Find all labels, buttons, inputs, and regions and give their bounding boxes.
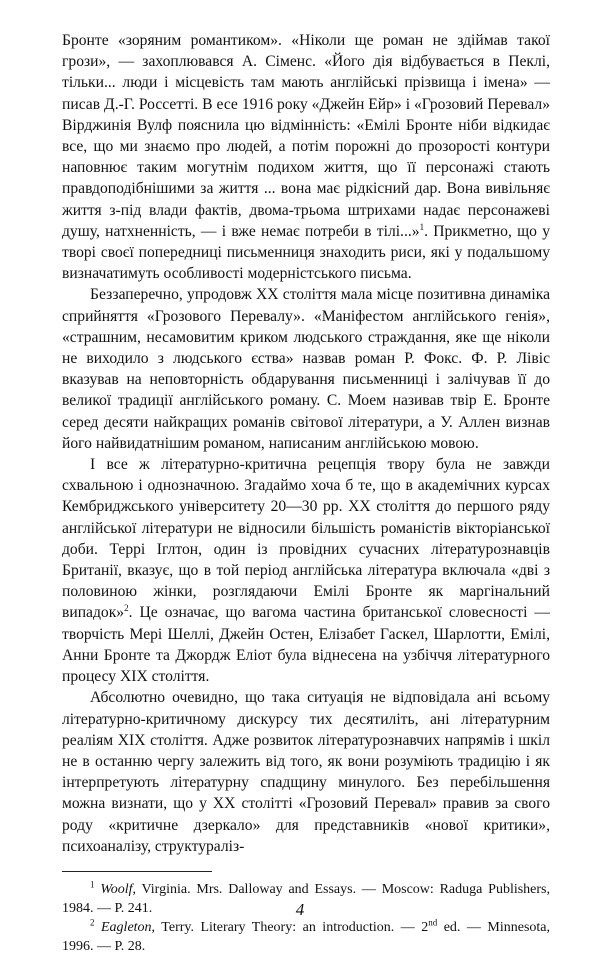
page-number: 4 bbox=[295, 900, 305, 919]
footnote-1-number: 1 bbox=[90, 879, 95, 890]
paragraph-3-text: І все ж літературно-критична рецепція твору була не завжди схвальною і однозначною. Згадаймо хоча б те, що в академічних курсах Кембриджського університету 20—30 рр. ХХ століття до першого ряду англійської літератури не відносили більшість романістів вікторіанської доби. Террі Іглтон, один із провідних сучасних літературознавців Британії, вказує, що в той період англійська література включала «дві з половиною жінки, розглядаючи Емілі Бронте як маргінальний випадок» bbox=[62, 456, 550, 622]
paragraph-4: Абсолютно очевидно, що така ситуація не відповідала ані всьому літературно-критичному дискурсу тих десятиліть, ані літературним реаліям ХІХ століття. Адже розвиток літературознавчих напрямів і шкіл не в останню чергу залежить від того, як вони розуміють традицію і як інтерпретують літературну спадщину минулого. Без перебільшення можна визнати, що у ХХ столітті «Грозовий Перевал» правив за свого роду «критичне дзеркало» для представників «нової критики», психоаналізу, структураліз- bbox=[62, 689, 550, 855]
footnote-ref-1[interactable]: 1 bbox=[419, 221, 425, 232]
paragraph-1-text: Бронте «зоряним романтиком». «Ніколи ще роман не здіймав такої грози», — захоплювався А. Сіменс. «Його дія відбувається в Пеклі, тільки... люди і місцевість там мають англійські прізвища і імена» — писав Д.-Г. Россетті. В есе 1916 року «Джейн Ейр» і «Грозовий Перевал» Вірджинія Вулф пояснила цю відмінність: «Емілі Бронте ніби відкидає все, що ми знаємо про людей, а потім порожні до прозорості контури наповнює таким могутнім подихом життя, що її персонажі стають правдоподібнішими за життя ... вона має рідкісний дар. Вона вивільняє життя з-під влади фактів, двома-трьома штрихами надає персонажеві душу, натхненність, — і вже немає потреби в тілі...» bbox=[62, 32, 550, 240]
footnote-2 bbox=[62, 918, 550, 956]
footnote-1-author: Woolf bbox=[100, 881, 133, 897]
paragraph-1 bbox=[62, 30, 550, 284]
footnote-2-text-pre: , Terry. Literary Theory: an introduction. — 2 bbox=[151, 919, 429, 935]
paragraph-3-tail: . Це означає, що вагома частина британської словесності — творчість Мері Шеллі, Джейн Остен, Елізабет Гаскел, Шарлотти, Емілі, Анни Бронте та Джордж Еліот була віднесена на узбіччя літературного процесу ХІХ століття. bbox=[62, 604, 550, 686]
paragraph-1-tail: . Прикметно, що у творі своєї попередниці письменниця знаходить риси, які у подальшому визначатимуть особливості модерністського письма. bbox=[62, 222, 550, 283]
footnote-2-number: 2 bbox=[90, 917, 95, 928]
footnote-divider bbox=[62, 871, 212, 872]
paragraph-2: Беззаперечно, упродовж ХХ століття мала місце позитивна динаміка сприйняття «Грозового Перевалу». «Маніфестом англійського генія», «страшним, несамовитим криком людського страждання, яке ще ніколи не виходило з людського єства» назвав роман Р. Фокс. Ф. Р. Лівіс вказував на неповторність обдарування письменниці і залічував її до великої традиції англійського роману. С. Моем називав твір Е. Бронте серед десяти найкращих романів світової літератури, а У. Аллен визнав його найвидатнішим романом, написаним англійською мовою. bbox=[62, 286, 550, 452]
footnote-2-ordinal-suffix: nd bbox=[428, 917, 438, 928]
paragraph-3 bbox=[62, 454, 550, 687]
footnote-1-text: , Virginia. Mrs. Dalloway and Essays. — Moscow: Raduga Publishers, 1984. — P. 241. bbox=[62, 881, 551, 916]
footnote-2-author: Eagleton bbox=[101, 919, 152, 935]
footnote-2-text-post: ed. — Minnesota, 1996. — P. 28. bbox=[62, 919, 551, 954]
page-content bbox=[62, 30, 550, 956]
footnote-ref-2[interactable]: 2 bbox=[124, 603, 129, 614]
